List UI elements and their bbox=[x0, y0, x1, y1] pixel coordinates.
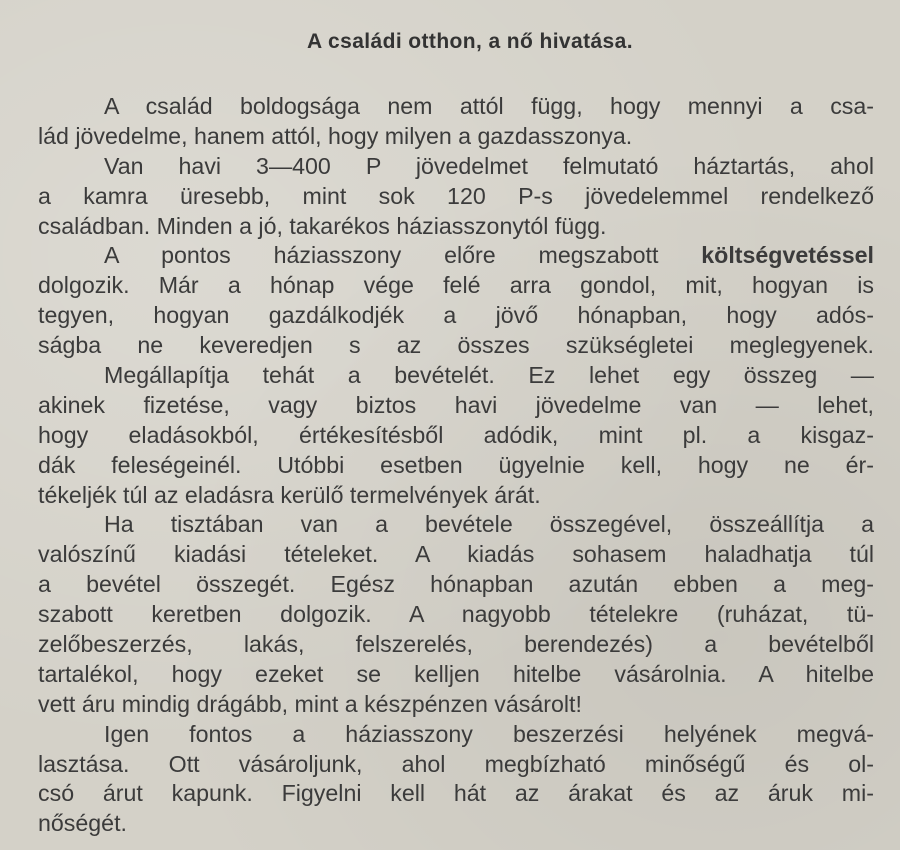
text-line: a kamra üresebb, mint sok 120 P-s jövedelemmel rendelkező bbox=[38, 182, 874, 209]
text-line: tékeljék túl az eladásra kerülő termelvények árát. bbox=[38, 481, 541, 508]
text-line: Van havi 3—400 P jövedelmet felmutató háztartás, ahol bbox=[104, 152, 874, 179]
text-line: zelőbeszerzés, lakás, felszerelés, berendezés) a bevételből bbox=[38, 631, 874, 658]
text-line: nőségét. bbox=[38, 810, 127, 837]
emphasized-term: költségvetéssel bbox=[701, 242, 874, 269]
text-line: ságba ne keveredjen s az összes szükségletei meglegyenek. bbox=[38, 332, 874, 359]
text-line: Igen fontos a háziasszony beszerzési helyének megvá- bbox=[104, 720, 874, 747]
text-line: vett áru mindig drágább, mint a készpénzen vásárolt! bbox=[38, 690, 582, 717]
text-run: A pontos háziasszony előre megszabott bbox=[104, 242, 702, 269]
text-line: hogy eladásokból, értékesítésből adódik, mint pl. a kisgaz- bbox=[38, 421, 874, 448]
text-line: családban. Minden a jó, takarékos háziasszonytól függ. bbox=[38, 212, 607, 239]
text-line: tegyen, hogyan gazdálkodjék a jövő hónapban, hogy adós- bbox=[38, 302, 874, 329]
text-line bbox=[38, 241, 874, 271]
text-line: tartalékol, hogy ezeket se kelljen hitelbe vásárolnia. A hitelbe bbox=[38, 660, 874, 687]
text-line: Ha tisztában van a bevétele összegével, összeállítja a bbox=[104, 511, 874, 538]
article-body bbox=[38, 92, 874, 839]
text-line: valószínű kiadási tételeket. A kiadás sohasem haladhatja túl bbox=[38, 541, 874, 568]
paragraph-6 bbox=[38, 720, 874, 840]
text-line: csó árut kapunk. Figyelni kell hát az árakat és az áruk mi- bbox=[38, 780, 874, 807]
paragraph-3 bbox=[38, 241, 874, 361]
text-line: dolgozik. Már a hónap vége felé arra gondol, mit, hogyan is bbox=[38, 272, 874, 299]
article-title: A családi otthon, a nő hivatása. bbox=[307, 30, 633, 53]
text-line: Megállapítja tehát a bevételét. Ez lehet egy összeg — bbox=[104, 362, 874, 389]
text-line: akinek fizetése, vagy biztos havi jövedelme van — lehet, bbox=[38, 391, 874, 418]
paragraph-2 bbox=[38, 152, 874, 242]
text-line: lasztása. Ott vásároljunk, ahol megbízható minőségű és ol- bbox=[38, 750, 874, 777]
text-line: dák feleségeinél. Utóbbi esetben ügyelnie kell, hogy ne ér- bbox=[38, 451, 874, 478]
paragraph-5 bbox=[38, 510, 874, 719]
text-line: A család boldogsága nem attól függ, hogy mennyi a csa- bbox=[104, 93, 874, 119]
paragraph-1 bbox=[38, 92, 874, 152]
text-line: a bevétel összegét. Egész hónapban azután ebben a meg- bbox=[38, 571, 874, 598]
text-line: lád jövedelme, hanem attól, hogy milyen a gazdasszonya. bbox=[38, 122, 633, 149]
paragraph-4 bbox=[38, 361, 874, 510]
text-line: szabott keretben dolgozik. A nagyobb tételekre (ruházat, tü- bbox=[38, 601, 874, 628]
